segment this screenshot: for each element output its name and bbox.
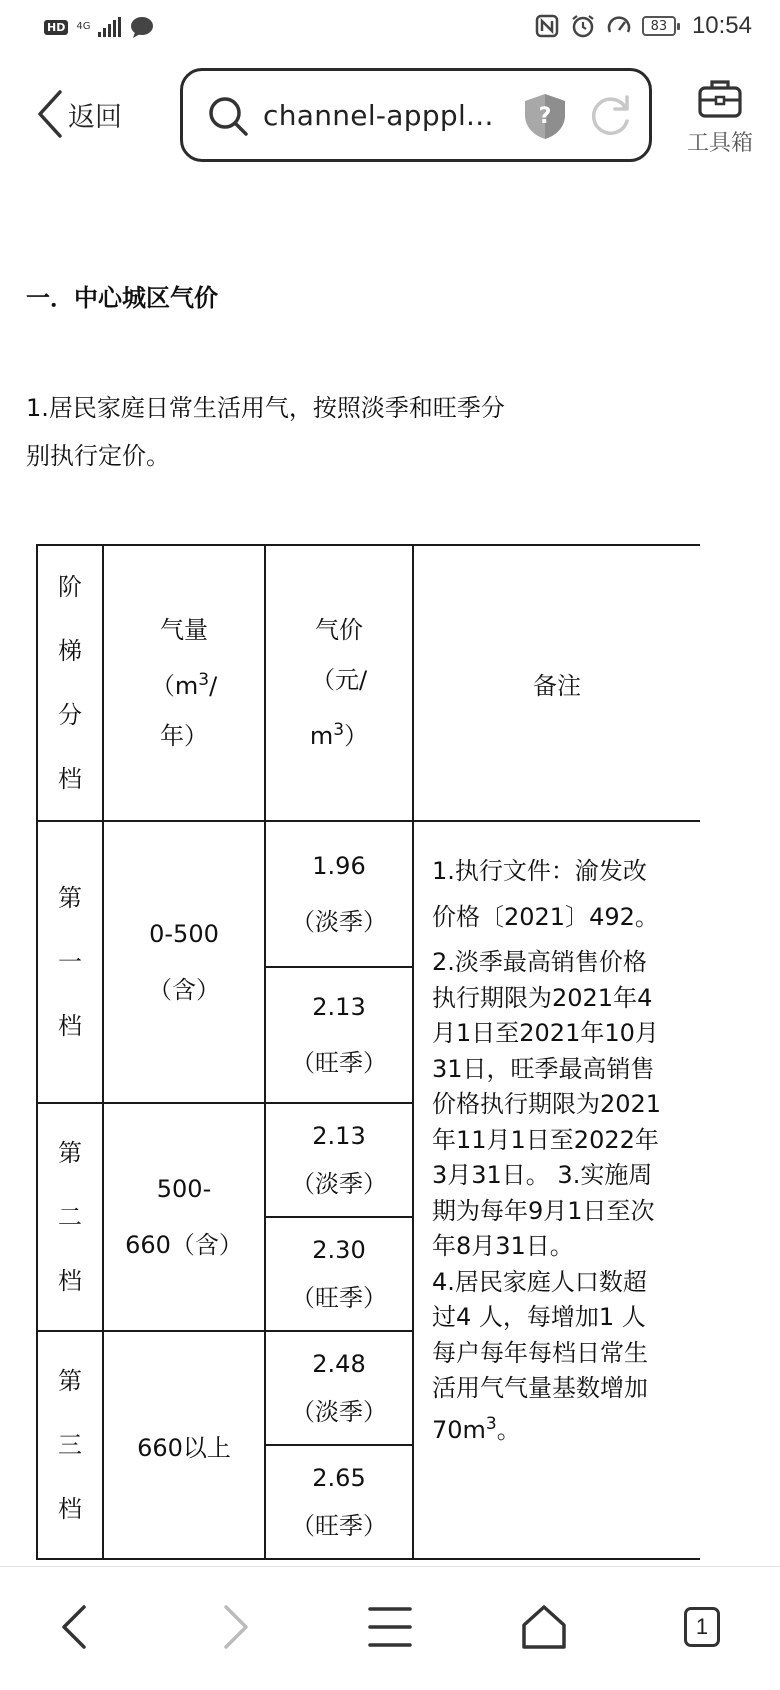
remark-sup: 3 bbox=[485, 1413, 497, 1434]
remark-line: 月1日至2021年10月 bbox=[432, 1019, 659, 1047]
header-tier-char: 阶 bbox=[58, 573, 82, 601]
tier-char: 档 bbox=[58, 1267, 82, 1295]
nav-forward-button[interactable] bbox=[202, 1595, 266, 1659]
remark-line: 4.居民家庭人口数超 bbox=[432, 1267, 647, 1296]
clock: 10:54 bbox=[691, 12, 752, 39]
remark-line: 2.淡季最高销售价格 bbox=[432, 948, 647, 976]
remark-line: 年8月31日。 bbox=[432, 1232, 574, 1260]
speed-icon bbox=[606, 13, 632, 39]
remark-line: 期为每年9月1日至次 bbox=[432, 1196, 655, 1225]
home-icon bbox=[518, 1601, 570, 1653]
table-row bbox=[37, 821, 700, 967]
remark-line: 执行期限为2021年4 bbox=[432, 983, 653, 1012]
nav-back-button[interactable] bbox=[44, 1595, 108, 1659]
tier-char: 一 bbox=[58, 948, 82, 976]
tier-char: 三 bbox=[58, 1431, 82, 1459]
status-bar bbox=[0, 0, 780, 56]
tier-char: 第 bbox=[58, 884, 82, 912]
chat-icon bbox=[129, 14, 155, 40]
tier-char: 第 bbox=[58, 1367, 82, 1395]
price-value: 2.48 bbox=[312, 1350, 366, 1378]
peak-season-price-cell bbox=[265, 1445, 413, 1559]
volume-cell bbox=[103, 821, 265, 1103]
header-price bbox=[265, 545, 413, 821]
network-type: 4G bbox=[76, 21, 91, 32]
remark-text: 70m bbox=[432, 1415, 486, 1444]
signal-icon bbox=[98, 17, 121, 37]
gas-price-table bbox=[36, 544, 700, 1560]
price-value: 2.30 bbox=[312, 1236, 366, 1264]
tier-char: 第 bbox=[58, 1139, 82, 1167]
unit-text: （m bbox=[150, 672, 199, 700]
season-label: （旺季） bbox=[291, 1049, 387, 1077]
menu-icon bbox=[364, 1601, 416, 1653]
tab-count: 1 bbox=[684, 1607, 720, 1647]
status-left bbox=[44, 14, 155, 40]
tier-char: 档 bbox=[58, 1495, 82, 1523]
reload-icon[interactable] bbox=[587, 93, 633, 139]
remark-line: 1.执行文件：渝发改 bbox=[432, 857, 647, 885]
header-tier-char: 分 bbox=[58, 701, 82, 729]
alarm-icon bbox=[570, 13, 596, 39]
remark-line bbox=[432, 1407, 688, 1449]
season-label: （淡季） bbox=[291, 1398, 387, 1426]
back-button[interactable] bbox=[34, 88, 122, 140]
intro-paragraph bbox=[26, 384, 586, 480]
header-price-line: （元/ bbox=[310, 666, 368, 694]
season-label: （旺季） bbox=[291, 1284, 387, 1312]
header-volume-unit bbox=[104, 655, 264, 711]
unit-sup: 3 bbox=[333, 720, 345, 740]
nfc-icon bbox=[534, 13, 560, 39]
remark-line: 3月31日。 3.实施周 bbox=[432, 1161, 653, 1189]
remark-line: 价格执行期限为2021 bbox=[432, 1090, 662, 1118]
remark-line: 价格〔2021〕492。 bbox=[432, 902, 659, 931]
header-tier-char: 梯 bbox=[58, 637, 82, 665]
header-volume-line: 年） bbox=[160, 722, 208, 750]
header-price-line: 气价 bbox=[315, 616, 363, 644]
volume-cell bbox=[103, 1331, 265, 1559]
volume-text: 500- bbox=[156, 1175, 212, 1203]
season-label: （淡季） bbox=[291, 908, 387, 936]
remark-line: 31日，旺季最高销售 bbox=[432, 1054, 655, 1083]
remark-line: 每户每年每档日常生 bbox=[432, 1338, 648, 1367]
remark-cell bbox=[413, 821, 700, 1559]
status-right bbox=[534, 12, 752, 40]
volume-text: 660以上 bbox=[137, 1433, 231, 1462]
chevron-left-icon bbox=[50, 1601, 102, 1653]
season-label: （旺季） bbox=[291, 1512, 387, 1540]
hd-badge: HD bbox=[44, 20, 68, 35]
svg-text:?: ? bbox=[538, 104, 552, 129]
price-value: 2.65 bbox=[312, 1464, 366, 1492]
security-shield-icon[interactable] bbox=[521, 91, 569, 141]
off-season-price-cell bbox=[265, 1331, 413, 1445]
back-label: 返回 bbox=[68, 101, 122, 133]
peak-season-price-cell bbox=[265, 967, 413, 1103]
battery-indicator: 83 bbox=[642, 16, 676, 36]
address-bar[interactable] bbox=[180, 68, 652, 162]
unit-sup: 3 bbox=[198, 670, 210, 690]
paragraph-line: 别执行定价。 bbox=[26, 442, 170, 470]
tier-char: 二 bbox=[58, 1203, 82, 1231]
table-header-row bbox=[37, 545, 700, 821]
remark-line: 过4 人，每增加1 人 bbox=[432, 1303, 646, 1331]
price-value: 2.13 bbox=[312, 1122, 366, 1150]
search-icon bbox=[207, 95, 249, 137]
toolbox-button[interactable] bbox=[680, 76, 760, 157]
volume-text: （含） bbox=[148, 976, 220, 1004]
unit-text: / bbox=[209, 672, 218, 700]
remark-line: 年11月1日至2022年 bbox=[432, 1125, 659, 1154]
tier-cell bbox=[37, 821, 103, 1103]
volume-text: 660（含） bbox=[125, 1231, 243, 1259]
header-tier-char: 档 bbox=[58, 765, 82, 793]
unit-text: ） bbox=[344, 722, 369, 750]
toolbox-icon bbox=[697, 76, 743, 120]
paragraph-line: 1.居民家庭日常生活用气，按照淡季和旺季分 bbox=[26, 394, 505, 422]
remark-text: 。 bbox=[496, 1415, 521, 1444]
section-title: 一．中心城区气价 bbox=[26, 284, 218, 312]
price-table-container bbox=[36, 544, 700, 1584]
season-label: （淡季） bbox=[291, 1170, 387, 1198]
chevron-left-icon bbox=[34, 88, 64, 140]
volume-text: 0-500 bbox=[149, 920, 219, 948]
price-value: 2.13 bbox=[312, 993, 366, 1021]
off-season-price-cell bbox=[265, 1103, 413, 1217]
remark-line: 活用气气量基数增加 bbox=[432, 1374, 648, 1402]
tier-char: 档 bbox=[58, 1012, 82, 1040]
header-remark: 备注 bbox=[413, 545, 700, 821]
header-price-unit bbox=[266, 705, 412, 761]
unit-text: m bbox=[309, 722, 334, 750]
off-season-price-cell bbox=[265, 821, 413, 967]
volume-cell bbox=[103, 1103, 265, 1331]
tier-cell bbox=[37, 1103, 103, 1331]
header-tier bbox=[37, 545, 103, 821]
url-text[interactable]: channel-apppl... bbox=[263, 99, 494, 132]
peak-season-price-cell bbox=[265, 1217, 413, 1331]
bottom-navigation bbox=[0, 1566, 780, 1690]
toolbox-label: 工具箱 bbox=[686, 131, 753, 156]
header-volume-line: 气量 bbox=[160, 616, 208, 644]
home-button[interactable] bbox=[512, 1595, 576, 1659]
chevron-right-icon bbox=[208, 1601, 260, 1653]
tier-cell bbox=[37, 1331, 103, 1559]
price-value: 1.96 bbox=[312, 852, 366, 880]
header-volume bbox=[103, 545, 265, 821]
tabs-button[interactable] bbox=[670, 1595, 734, 1659]
menu-button[interactable] bbox=[358, 1595, 422, 1659]
